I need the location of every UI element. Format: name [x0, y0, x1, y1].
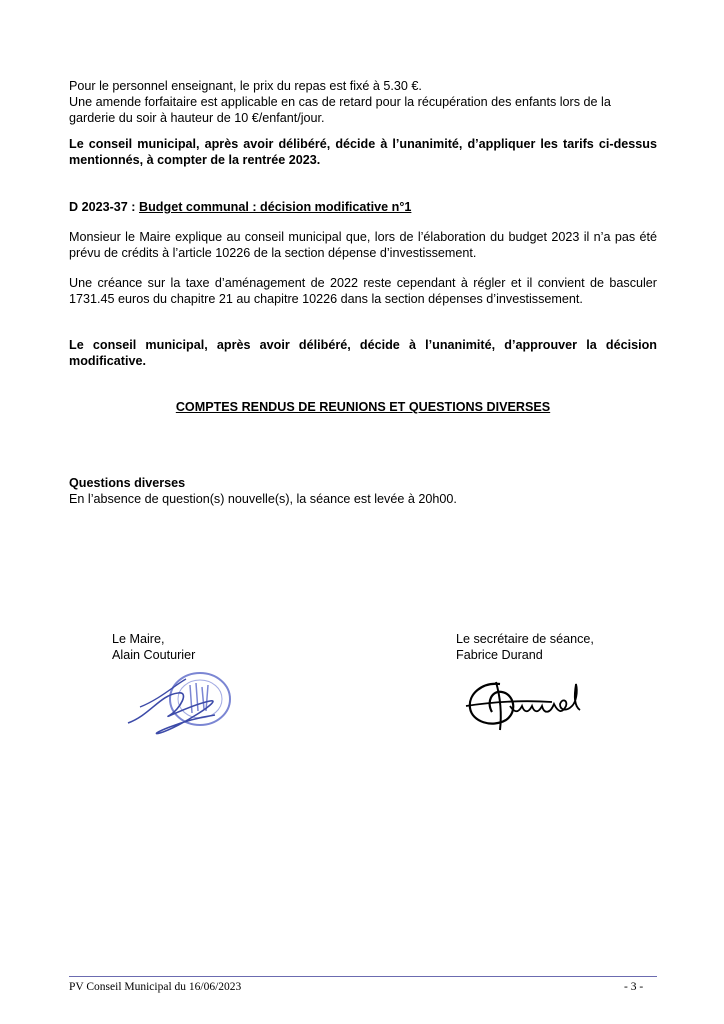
deliberation-code: D 2023-37 :	[69, 200, 140, 214]
footer-title: PV Conseil Municipal du 16/06/2023	[69, 981, 242, 993]
questions-heading: Questions diverses	[69, 476, 186, 490]
footer-rule	[69, 976, 657, 977]
secretary-signature-block	[456, 631, 594, 663]
mayor-signature-block	[112, 631, 195, 663]
intro-line-2: Une amende forfaitaire est applicable en cas de retard pour la récupération des enfants lors de la garderie du soir à hauteur de 10 €/enfant/jour.	[69, 95, 611, 125]
intro-paragraph	[69, 78, 657, 126]
mayor-name: Alain Couturier	[112, 648, 196, 662]
deliberation-paragraph-2: Une créance sur la taxe d’aménagement de 2022 reste cependant à régler et il convient de basculer 1731.45 euros du chapitre 21 au chapitre 10226 dans la section dépenses d’investissement.	[69, 276, 657, 306]
deliberation-title: Budget communal : décision modificative n°1	[139, 200, 412, 214]
deliberation-decision: Le conseil municipal, après avoir délibéré, décide à l’unanimité, d’approuver la décision modificative.	[69, 338, 657, 368]
intro-decision: Le conseil municipal, après avoir délibéré, décide à l’unanimité, d’appliquer les tarifs ci-dessus mentionnés, à compter de la rentrée 2023.	[69, 137, 657, 167]
secretary-signature	[462, 672, 612, 742]
page-number: - 3 -	[624, 981, 644, 993]
secretary-name: Fabrice Durand	[456, 648, 543, 662]
questions-section	[69, 475, 657, 507]
deliberation-heading	[69, 199, 657, 215]
questions-text: En l’absence de question(s) nouvelle(s), la séance est levée à 20h00.	[69, 492, 457, 506]
section-title: COMPTES RENDUS DE REUNIONS ET QUESTIONS DIVERSES	[175, 400, 551, 414]
mayor-role: Le Maire,	[112, 632, 165, 646]
intro-line-1: Pour le personnel enseignant, le prix du repas est fixé à 5.30 €.	[69, 79, 422, 93]
secretary-role: Le secrétaire de séance,	[456, 632, 594, 646]
mayor-stamp-signature	[120, 665, 250, 745]
deliberation-paragraph-1: Monsieur le Maire explique au conseil municipal que, lors de l’élaboration du budget 2023 il n’a pas été prévu de crédits à l’article 10226 de la section dépense d’investissement.	[69, 230, 657, 260]
